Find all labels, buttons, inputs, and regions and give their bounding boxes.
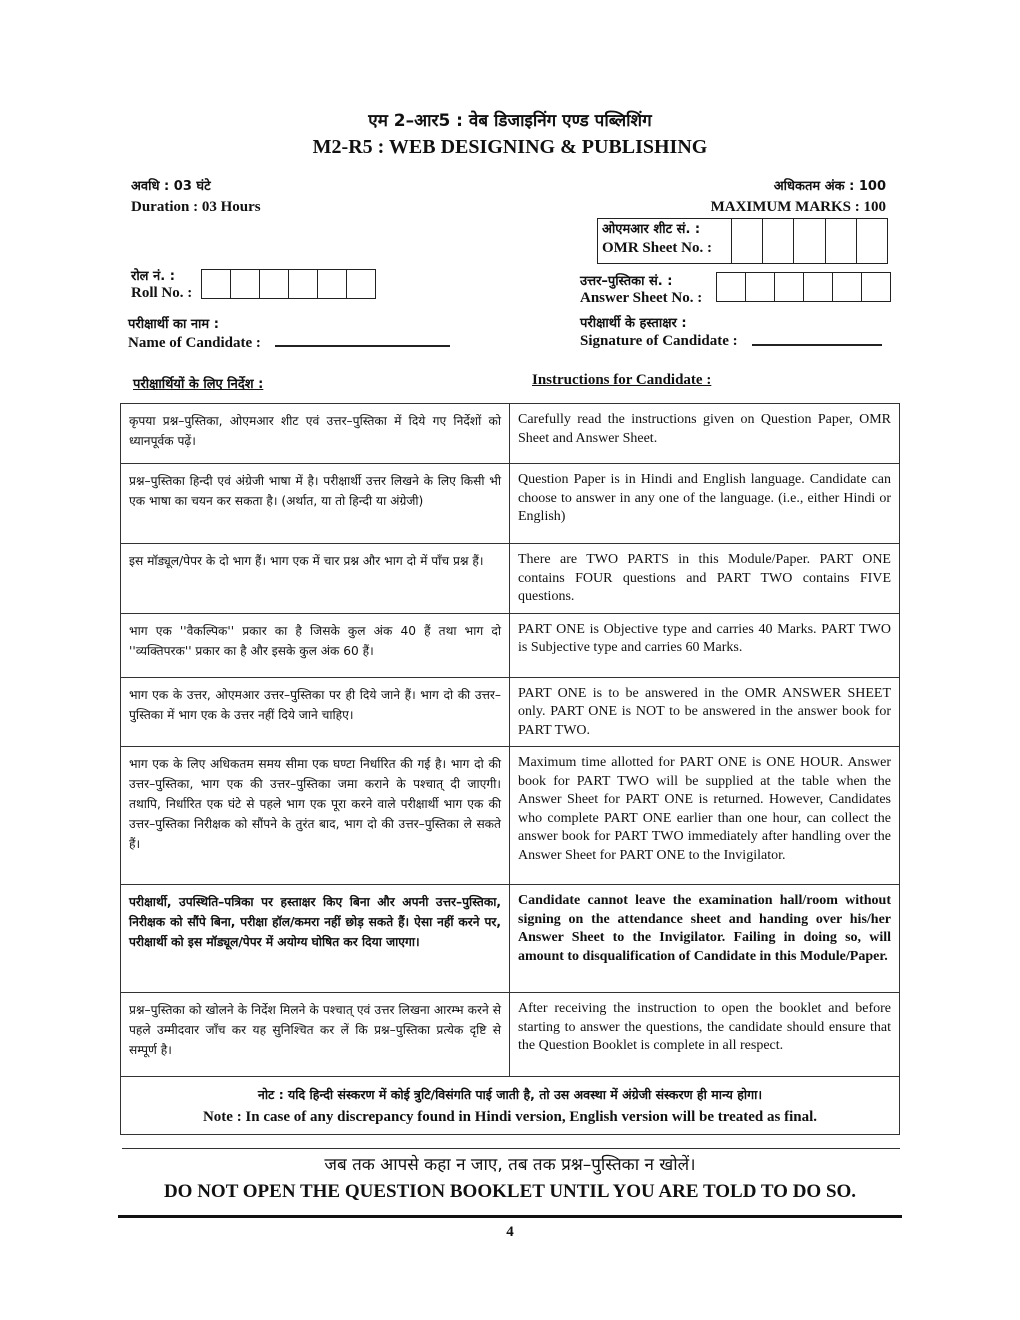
signature-label-english: Signature of Candidate : [580,333,738,349]
instruction-row [121,885,900,993]
instruction-english: PART ONE is Objective type and carries 40 Marks. PART TWO is Subjective type and carries 60 Marks. [510,613,900,677]
instruction-english: After receiving the instruction to open the booklet and before starting to answer the questions, the candidate should ensure that the Question Booklet is complete in all respect. [510,993,900,1077]
instruction-hindi: कृपया प्रश्न–पुस्तिका, ओएमआर शीट एवं उत्तर–पुस्तिका में दिये गए निर्देशों को ध्यानपूर्वक पढ़ें। [121,404,510,464]
max-marks-hindi: अधिकतम अंक : 100 [773,179,886,194]
instruction-english: Question Paper is in Hindi and English language. Candidate can choose to answer in any one of the language. (i.e., either Hindi or English) [510,464,900,544]
note-row [121,1077,900,1135]
note-cell [121,1077,900,1135]
note-english: Note : In case of any discrepancy found in Hindi version, English version will be treated as final. [202,1109,818,1125]
instruction-row [121,613,900,677]
instruction-english: There are TWO PARTS in this Module/Paper. PART ONE contains FOUR questions and PART TWO contains FIVE questions. [510,544,900,614]
instruction-hindi: भाग एक के उत्तर, ओएमआर उत्तर–पुस्तिका पर ही दिये जाने हैं। भाग दो की उत्तर–पुस्तिका में भाग एक के उत्तर नहीं दिये जाने चाहिए। [121,677,510,747]
name-line[interactable] [275,345,450,347]
answer-sheet-boxes[interactable] [716,272,891,302]
instruction-english: Candidate cannot leave the examination hall/room without signing on the attendance sheet and handing over his/her Answer Sheet to the Invigilator. Failing in doing so, will amount to disqualification of Candidate in this Module/Paper. [510,885,900,993]
omr-sheet-field [597,218,888,264]
instruction-hindi: प्रश्न–पुस्तिका हिन्दी एवं अंग्रेजी भाषा में है। परीक्षार्थी उत्तर लिखने के लिए किसी भी एक भाषा का चयन कर सकता है। (अर्थात, या तो हिन्दी या अंग्रेजी) [121,464,510,544]
title-english: M2-R5 : WEB DESIGNING & PUBLISHING [312,136,708,158]
name-label-english: Name of Candidate : [128,335,261,351]
page-number: 4 [506,1224,514,1240]
instruction-english: Carefully read the instructions given on Question Paper, OMR Sheet and Answer Sheet. [510,404,900,464]
answer-sheet-label-hindi: उत्तर–पुस्तिका सं. : [580,274,673,289]
warning-english: DO NOT OPEN THE QUESTION BOOKLET UNTIL YOU ARE TOLD TO DO SO. [163,1181,857,1202]
roll-number-boxes[interactable] [201,269,376,299]
max-marks-english: MAXIMUM MARKS : 100 [710,199,886,215]
omr-label-english: OMR Sheet No. : [602,240,712,256]
signature-label-hindi: परीक्षार्थी के हस्ताक्षर : [580,316,687,331]
duration-english: Duration : 03 Hours [131,199,261,215]
roll-label-hindi: रोल नं. : [131,269,175,284]
instruction-row [121,677,900,747]
instruction-row [121,993,900,1077]
instruction-hindi: प्रश्न–पुस्तिका को खोलने के निर्देश मिलने के पश्चात् एवं उत्तर लिखना आरम्भ करने से पहले उम्मीदवार जाँच कर यह सुनिश्चित कर लें कि प्रश्न–पुस्तिका प्रत्येक दृष्टि से सम्पूर्ण है। [121,993,510,1077]
instruction-hindi: इस मॉड्यूल/पेपर के दो भाग हैं। भाग एक में चार प्रश्न और भाग दो में पाँच प्रश्न हैं। [121,544,510,614]
title-hindi: एम 2–आर5 : वेब डिजाइनिंग एण्ड पब्लिशिंग [368,111,652,131]
instruction-english: PART ONE is to be answered in the OMR ANSWER SHEET only. PART ONE is NOT to be answered in the answer book for PART TWO. [510,677,900,747]
name-label-hindi: परीक्षार्थी का नाम : [128,317,219,332]
signature-line[interactable] [752,344,882,346]
instruction-hindi: भाग एक के लिए अधिकतम समय सीमा एक घण्टा निर्धारित की गई है। भाग दो की उत्तर–पुस्तिका, भाग एक की उत्तर–पुस्तिका जमा कराने के पश्चात् दी जाएगी। तथापि, निर्धारित एक घंटे से पहले भाग एक पूरा करने वाले परीक्षार्थी भाग एक की उत्तर–पुस्तिका निरीक्षक को सौंपने के तुरंत बाद, भाग दो की उत्तर–पुस्तिका ले सकते हैं। [121,747,510,885]
instruction-row [121,544,900,614]
footer-rule [118,1215,902,1218]
instruction-row [121,404,900,464]
divider [122,1148,900,1149]
instructions-heading-hindi: परीक्षार्थियों के लिए निर्देश : [133,377,264,392]
roll-label-english: Roll No. : [131,285,193,301]
answer-sheet-label-english: Answer Sheet No. : [580,290,703,306]
instruction-row [121,464,900,544]
duration-hindi: अवधि : 03 घंटे [131,179,211,194]
instruction-english: Maximum time allotted for PART ONE is ONE HOUR. Answer book for PART TWO will be supplied at the table when the Answer Sheet for PART ONE is returned. However, Candidates who complete PART ONE earlier than one hour, can collect the answer book for PART TWO immediately after handling over the Answer Sheet for PART ONE to the Invigilator. [510,747,900,885]
note-hindi: नोट : यदि हिन्दी संस्करण में कोई त्रुटि/विसंगति पाई जाती है, तो उस अवस्था में अंग्रेजी संस्करण ही मान्य होगा। [257,1087,763,1102]
omr-label-hindi: ओएमआर शीट सं. : [602,222,701,237]
instructions-heading-english: Instructions for Candidate : [532,372,712,388]
instructions-table [120,403,900,1135]
instruction-hindi: भाग एक ''वैकल्पिक'' प्रकार का है जिसके कुल अंक 40 हैं तथा भाग दो ''व्यक्तिपरक'' प्रकार का है और इसके कुल अंक 60 हैं। [121,613,510,677]
omr-digit-boxes[interactable] [732,219,887,263]
instruction-row [121,747,900,885]
warning-hindi: जब तक आपसे कहा न जाए, तब तक प्रश्न–पुस्तिका न खोलें। [324,1155,696,1175]
instruction-hindi: परीक्षार्थी, उपस्थिति–पत्रिका पर हस्ताक्षर किए बिना और अपनी उत्तर–पुस्तिका, निरीक्षक को सौंपे बिना, परीक्षा हॉल/कमरा नहीं छोड़ सकते हैं। ऐसा नहीं करने पर, परीक्षार्थी को इस मॉड्यूल/पेपर में अयोग्य घोषित कर दिया जाएगा। [121,885,510,993]
